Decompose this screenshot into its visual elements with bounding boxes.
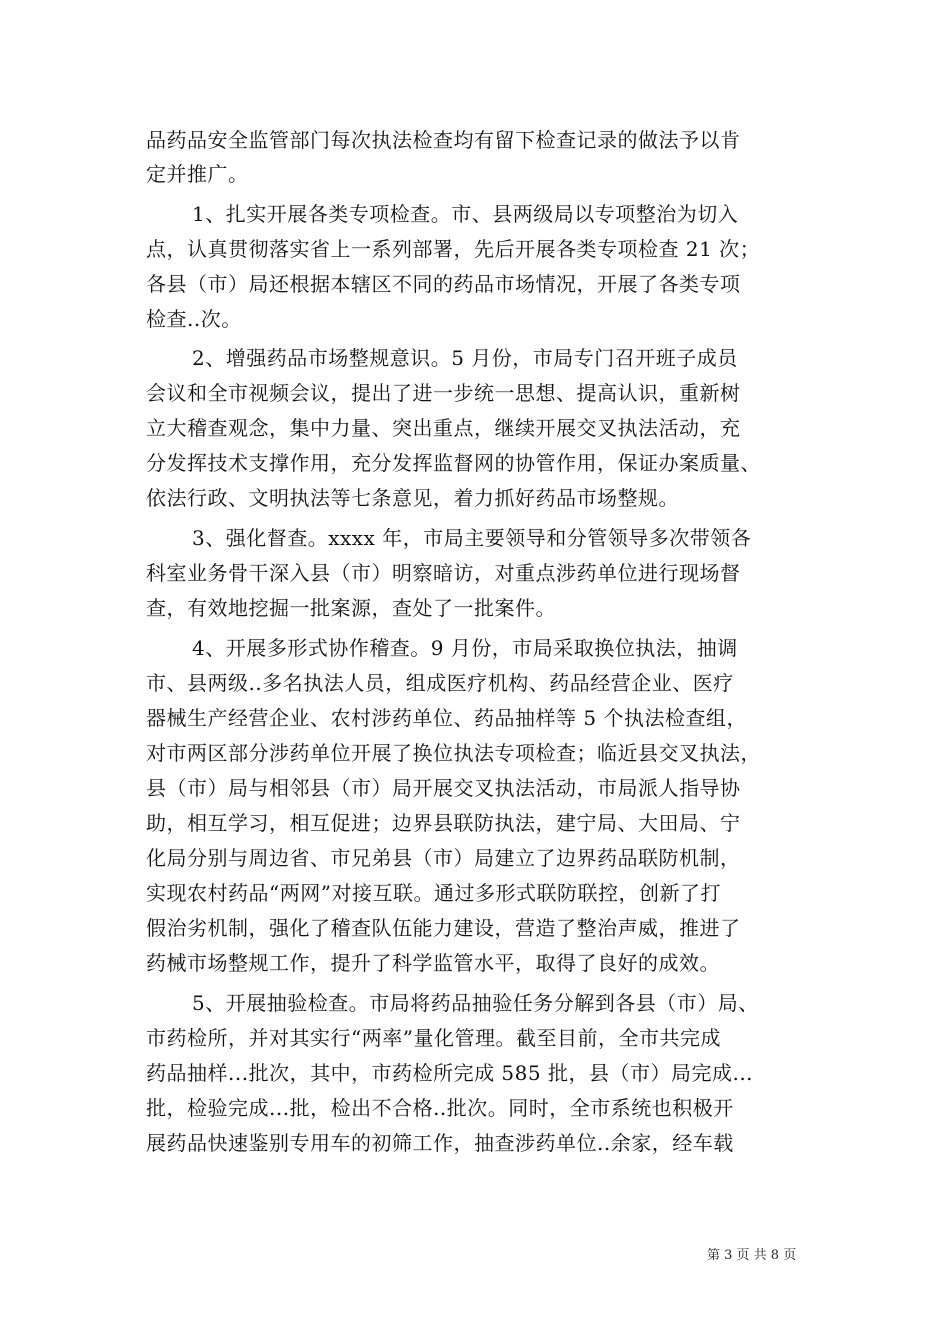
text-line: 市、县两级..多名执法人员，组成医疗机构、药品经营企业、医疗 xyxy=(146,671,734,695)
text-line: 批，检验完成...批，检出不合格..批次。同时，全市系统也积极开 xyxy=(146,1096,734,1120)
text-line: 定并推广。 xyxy=(146,162,249,186)
text-line: 市药检所，并对其实行“两率”量化管理。截至目前，全市共完成 xyxy=(146,1026,721,1050)
text-line: 各县（市）局还根据本辖区不同的药品市场情况，开展了各类专项 xyxy=(146,272,741,296)
text-line: 器械生产经营企业、农村涉药单位、药品抽样等 5 个执法检查组， xyxy=(146,706,747,730)
text-line: 依法行政、文明执法等七条意见，着力抓好药品市场整规。 xyxy=(146,486,679,510)
text-line: 化局分别与周边省、市兄弟县（市）局建立了边界药品联防机制， xyxy=(146,846,741,870)
text-line: 点，认真贯彻落实省上一系列部署，先后开展各类专项检查 21 次； xyxy=(146,237,761,261)
text-line: 查，有效地挖掘一批案源，查处了一批案件。 xyxy=(146,596,556,620)
text-line: 县（市）局与相邻县（市）局开展交叉执法活动，市局派人指导协 xyxy=(146,776,741,800)
paragraph-heading-4: 4、开展多形式协作稽查。9 月份，市局采取换位执法，抽调 xyxy=(192,636,738,660)
text-line: 实现农村药品“两网”对接互联。通过多形式联防联控，创新了打 xyxy=(146,881,721,905)
text-line: 展药品快速鉴别专用车的初筛工作，抽查涉药单位..余家，经车载 xyxy=(146,1131,734,1155)
text-line: 药械市场整规工作，提升了科学监管水平，取得了良好的成效。 xyxy=(146,951,720,975)
paragraph-heading-1: 1、扎实开展各类专项检查。市、县两级局以专项整治为切入 xyxy=(192,202,739,226)
text-line: 助，相互学习，相互促进；边界县联防执法，建宁局、大田局、宁 xyxy=(146,811,741,835)
text-line: 分发挥技术支撑作用，充分发挥监督网的协管作用，保证办案质量、 xyxy=(146,451,761,475)
text-line: 假治劣机制，强化了稽查队伍能力建设，营造了整治声威，推进了 xyxy=(146,916,741,940)
text-line: 立大稽查观念，集中力量、突出重点，继续开展交叉执法活动，充 xyxy=(146,416,741,440)
text-line: 对市两区部分涉药单位开展了换位执法专项检查；临近县交叉执法， xyxy=(146,741,761,765)
text-line: 检查..次。 xyxy=(146,307,242,331)
text-line: 会议和全市视频会议，提出了进一步统一思想、提高认识，重新树 xyxy=(146,381,741,405)
paragraph-heading-3: 3、强化督查。xxxx 年，市局主要领导和分管领导多次带领各 xyxy=(192,526,752,550)
text-line: 药品抽样...批次，其中，市药检所完成 585 批，县（市）局完成... xyxy=(146,1061,754,1085)
paragraph-heading-5: 5、开展抽验检查。市局将药品抽验任务分解到各县（市）局、 xyxy=(192,991,759,1015)
text-line: 品药品安全监管部门每次执法检查均有留下检查记录的做法予以肯 xyxy=(146,128,741,152)
page-number: 第 3 页 共 8 页 xyxy=(707,1248,797,1263)
paragraph-heading-2: 2、增强药品市场整规意识。5 月份，市局专门召开班子成员 xyxy=(192,346,738,370)
text-line: 科室业务骨干深入县（市）明察暗访，对重点涉药单位进行现场督 xyxy=(146,561,741,585)
